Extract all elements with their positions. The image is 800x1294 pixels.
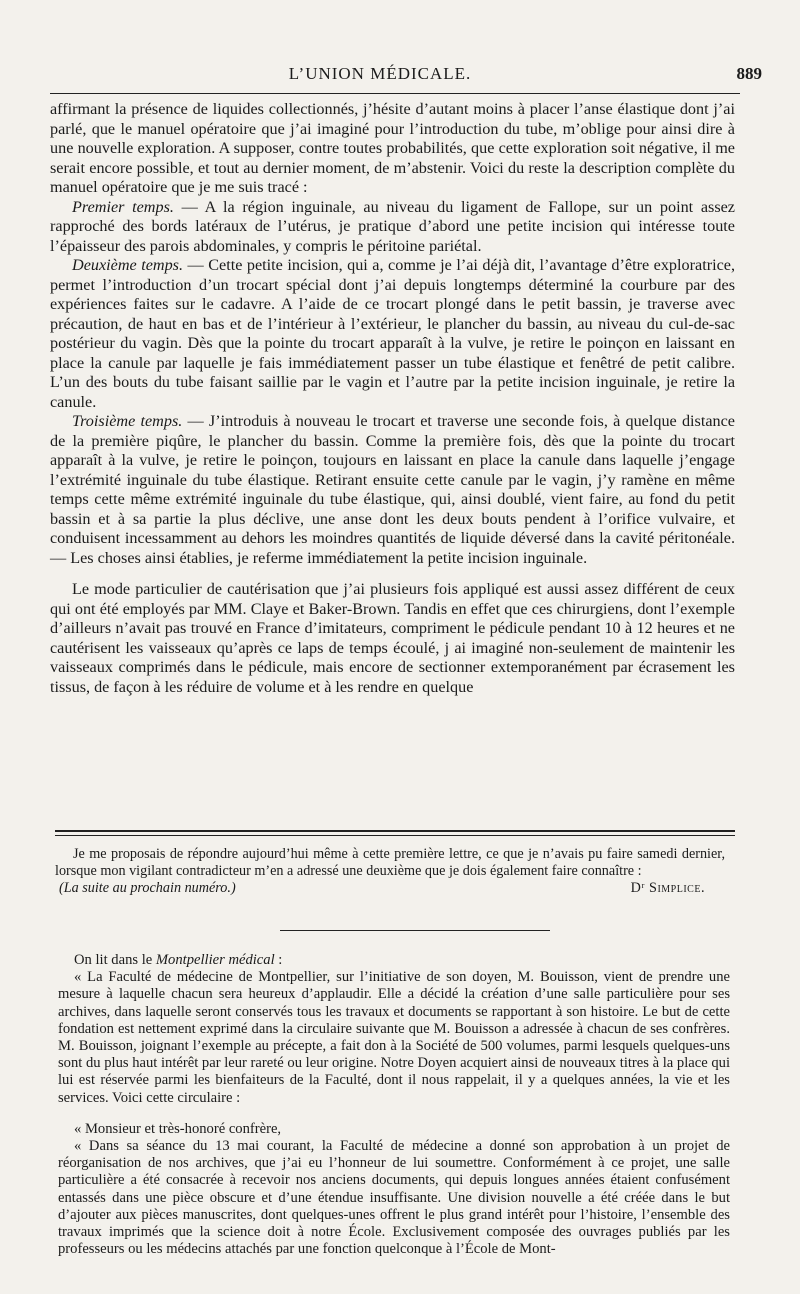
paragraph-troisieme-temps (50, 412, 735, 568)
source-name: Montpellier médical (155, 952, 275, 968)
step-text: — A la région inguinale, au niveau du ligament de Fallope, sur un point assez rapproché des bords latéraux de l’utérus, je pratique d’abord une petite incision qui intéresse toute l’épaisseur des parois abdominales, y compris le péritoine pariétal. (50, 197, 735, 255)
clipping-paragraph: « La Faculté de médecine de Montpellier, sur l’initiative de son doyen, M. Bouisson, vient de prendre une mesure à laquelle chacun sera heureux d’applaudir. Elle a décidé la création d’une salle particulière pour ses archives, dans laquelle seront conservés tous les travaux et documents se rapportant à son histoire. Le but de cette fondation est nettement exprimé dans la circulaire suivante que M. Bouisson a adressée à chacun de ses confrères. M. Bouisson, joignant l’exemple au précepte, a fait don à la Société de 500 volumes, parmi lesquels quelques-uns sont du plus haut intérêt par leur rareté ou leur origine. Notre Doyen acquiert ainsi de nouveaux titres à la place qui lui est réservée parmi les bienfaiteurs de la Faculté, dont il nous rappelait, il y a quelques années, la vie et les services. Voici cette circulaire : (58, 969, 730, 1106)
letter-salutation: « Monsieur et très-honoré confrère, (74, 1120, 282, 1137)
clipping-intro (58, 952, 730, 969)
step-label: Deuxième temps. (72, 256, 184, 274)
step-label: Troisième temps. (72, 412, 183, 430)
paragraph-deuxieme-temps (50, 256, 735, 412)
journal-title: L’UNION MÉDICALE. (288, 64, 472, 83)
press-clipping (58, 952, 730, 1258)
paragraph-intro: affirmant la présence de liquides collectionnés, j’hésite d’autant moins à placer l’anse élastique dont j’ai parlé, que le manuel opératoire que j’ai imaginé pour l’introduction du tube, m’oblige pour ainsi dire à une nouvelle exploration. A supposer, contre toutes probabilités, que cette exploration soit négative, il me serait encore possible, et tout au dernier moment, de m’abstenir. Voici du reste la description complète du manuel opératoire que je me suis tracé : (50, 100, 735, 196)
header-rule (50, 93, 740, 94)
intro-prefix: On lit dans le (74, 952, 156, 968)
note-text: Je me proposais de répondre aujourd’hui même à cette première lettre, ce que je n’avais pu faire samedi dernier, lorsque mon vigilant contradicteur m’en a adressé une deuxième que je dois également faire connaître : (55, 846, 725, 879)
note-footer (55, 880, 725, 897)
intro-suffix: : (274, 952, 283, 968)
step-text: — J’introduis à nouveau le trocart et traverse une seconde fois, à quelque distance de la première piqûre, le plancher du bassin. Comme la première fois, dès que la pointe du trocart apparaît à la vulve, je retire le poinçon, toujours en laissant en place la canule dans laquelle j’engage l’extrémité inguinale du tube élastique. Retirant ensuite cette canule par le vagin, j’y ramène en même temps cette même extrémité inguinale du tube élastique, qui, ainsi doublé, vient faire, au fond du petit bassin et à sa partie la plus déclive, une anse dont les deux bouts pendent à l’orifice vulvaire, et conduisent incessamment au dehors les moindres quantités de liquide déversé dans la cavité péritonéale. — Les choses ainsi établies, je referme immédiatement la petite incision inguinale. (50, 412, 735, 567)
section-divider (55, 830, 735, 836)
editor-note (55, 846, 725, 897)
signature: Dʳ Simplice. (630, 880, 705, 896)
letter-paragraph: « Dans sa séance du 13 mai courant, la Faculté de médecine a donné son approbation à un projet de réorganisation de nos archives, que j’ai eu l’honneur de lui soumettre. Conformément à ce projet, une salle particulière a été consacrée à recevoir nos anciens documents, qui depuis longues années étaient confusément entassés dans une pièce obscure et d’une étendue insuffisante. Une division nouvelle a été créée dans le but d’ajouter aux pièces manuscrites, dont quelques-unes offrent le plus grand intérêt pour l’histoire, l’ensemble des travaux imprimés que la science doit à notre École. Exclusivement composée des ouvrages publiés par les professeurs ou les médecins attachés par une fonction quelconque à l’École de Mont- (58, 1138, 730, 1258)
running-header (0, 62, 800, 92)
paragraph-cauterisation: Le mode particulier de cautérisation que j’ai plusieurs fois appliqué est aussi assez différent de ceux qui ont été employés par MM. Claye et Baker-Brown. Tandis en effet que ces chirurgiens, dont l’exemple d’ailleurs n’avait pas trouvé en France d’imitateurs, compriment le pédicule pendant 10 à 12 heures et ne cautérisent les vaisseaux qu’après ce laps de temps écoulé, j ai imaginé non-seulement de maintenir les vaisseaux comprimés dans le pédicule, mais encore de sectionner extemporanément par écrasement les tissus, de façon à les réduire de volume et à les rendre en quelque (50, 580, 735, 696)
short-divider (280, 930, 550, 931)
step-label: Premier temps. (72, 197, 174, 216)
step-text: — Cette petite incision, qui a, comme je l’ai déjà dit, l’avantage d’être exploratrice, permet l’introduction d’un trocart spécial dont j’ai depuis longtemps déterminé la courbure par des expériences faites sur le cadavre. A l’aide de ce trocart plongé dans le petit bassin, je traverse avec précaution, de haut en bas et de l’intérieur à l’extérieur, le plancher du bassin, au niveau du cul-de-sac postérieur du vagin. Dès que la pointe du trocart apparaît à la vulve, je retire le poinçon en laissant en place la canule par laquelle je fais immédiatement passer un tube élastique et fenêtré de petit calibre. L’un des bouts du tube faisant saillie par le vagin et l’autre par la petite incision inguinale, je retire la canule. (50, 256, 735, 411)
continued-notice: (La suite au prochain numéro.) (59, 880, 236, 896)
article-body (50, 100, 735, 697)
paragraph-premier-temps (50, 198, 735, 257)
page-number: 889 (736, 64, 762, 83)
